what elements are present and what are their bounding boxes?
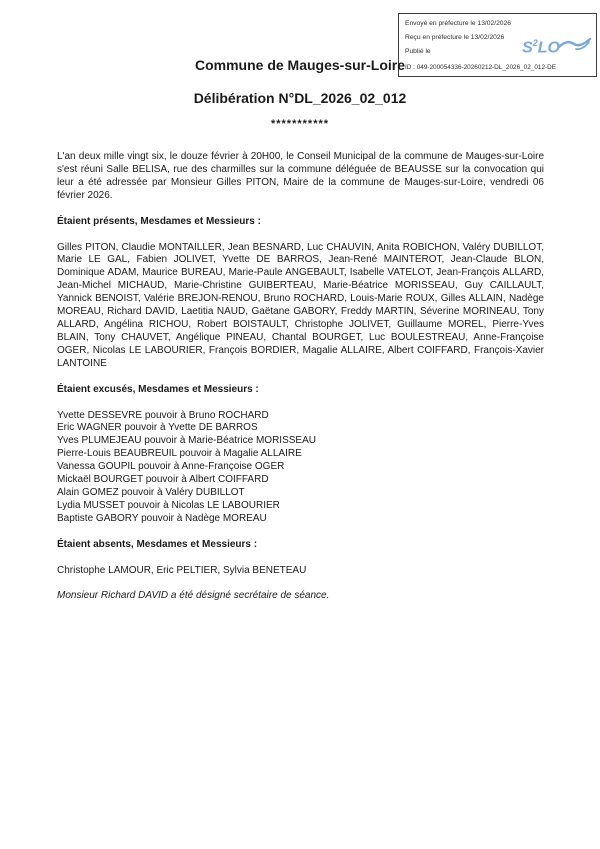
deliberation-number: Délibération N°DL_2026_02_012 [193, 90, 407, 106]
excused-line: Baptiste GABORY pouvoir à Nadège MOREAU [57, 512, 267, 524]
s2lo-logo-text: $S^2LO$ [522, 38, 560, 57]
excused-line: Alain GOMEZ pouvoir à Valéry DUBILLOT [57, 486, 245, 498]
excused-line: Yves PLUMEJEAU pouvoir à Marie-Béatrice MORISSEAU [57, 435, 316, 447]
intro-paragraph: L'an deux mille vingt six, le douze février à 20H00, le Conseil Municipal de la commune de Mauges-sur-Loire s'est réuni Salle BELISA, rue des charmilles sur la commune déléguée de BEAUSSE sur la convocation qui leur a été adressée par Monsieur Gilles PITON, Maire de la commune de Mauges-sur-Loire, vendredi 06 février 2026. [57, 151, 544, 201]
stamp-id-line: ID : 049-200054336-20260212-DL_2026_02_012-DE [405, 64, 557, 71]
excused-line: Yvette DESSEVRE pouvoir à Bruno ROCHARD [57, 409, 269, 421]
stamp-published-line: Publié le [405, 48, 431, 55]
excused-heading: Étaient excusés, Mesdames et Messieurs : [57, 383, 259, 395]
present-heading: Étaient présents, Mesdames et Messieurs : [57, 215, 261, 227]
s2lo-logo [522, 35, 592, 57]
present-list: Gilles PITON, Claudie MONTAILLER, Jean BESNARD, Luc CHAUVIN, Anita ROBICHON, Valéry DUBILLOT, Marie LE GAL, Fabien JOLIVET, Yvette DE BARROS, Jean-René MAINTEROT, Jean-Claude BLON, Dominique ADAM, Maurice BUREAU, Marie-Paule ANGEBAULT, Isabelle VATELOT, Jean-François ALLARD, Jean-Michel MICHAUD, Marie-Christine GUIBERTEAU, Marie-Béatrice MORISSEAU, Guy CAILLAULT, Yannick BENOIST, Valérie BREJON-RENOU, Bruno ROCHARD, Louis-Marie ROUX, Gilles ALLAIN, Nadège MOREAU, Richard DAVID, Laetitia NAUD, Gaëtane GABORY, Freddy MARTIN, Séverine MORINEAU, Tony ALLARD, Angélina RICHOU, Robert BOISTAULT, Christophe JOLIVET, Guillaume MOREL, Pierre-Yves BLAIN, Tony CHAUVET, Angélique PINEAU, Chantal BOURGET, Luc BOULESTREAU, Anne-Françoise OGER, Nicolas LE LABOURIER, François BORDIER, Magalie ALLAIRE, Albert COIFFARD, François-Xavier LANTOINE [57, 241, 544, 369]
absent-heading: Étaient absents, Mesdames et Messieurs : [57, 538, 258, 550]
stamp-sent-line: Envoyé en préfecture le 13/02/2026 [405, 20, 511, 27]
excused-list [57, 410, 544, 526]
excused-line: Lydia MUSSET pouvoir à Nicolas LE LABOURIER [57, 499, 280, 511]
excused-line: Mickaël BOURGET pouvoir à Albert COIFFARD [57, 474, 269, 486]
absent-list: Christophe LAMOUR, Eric PELTIER, Sylvia BENETEAU [57, 564, 307, 576]
page-title: Commune de Mauges-sur-Loire [194, 57, 406, 73]
document-body [57, 151, 544, 616]
stamp-received-line: Reçu en préfecture le 13/02/2026 [405, 34, 505, 41]
secretary-note: Monsieur Richard DAVID a été désigné secrétaire de séance. [57, 590, 330, 602]
excused-line: Eric WAGNER pouvoir à Yvette DE BARROS [57, 422, 258, 434]
excused-line: Pierre-Louis BEAUBREUIL pouvoir à Magalie ALLAIRE [57, 448, 302, 460]
excused-line: Vanessa GOUPIL pouvoir à Anne-Françoise OGER [57, 461, 285, 473]
s2lo-swoosh-icon [560, 35, 592, 57]
stars-separator: *********** [270, 118, 330, 130]
